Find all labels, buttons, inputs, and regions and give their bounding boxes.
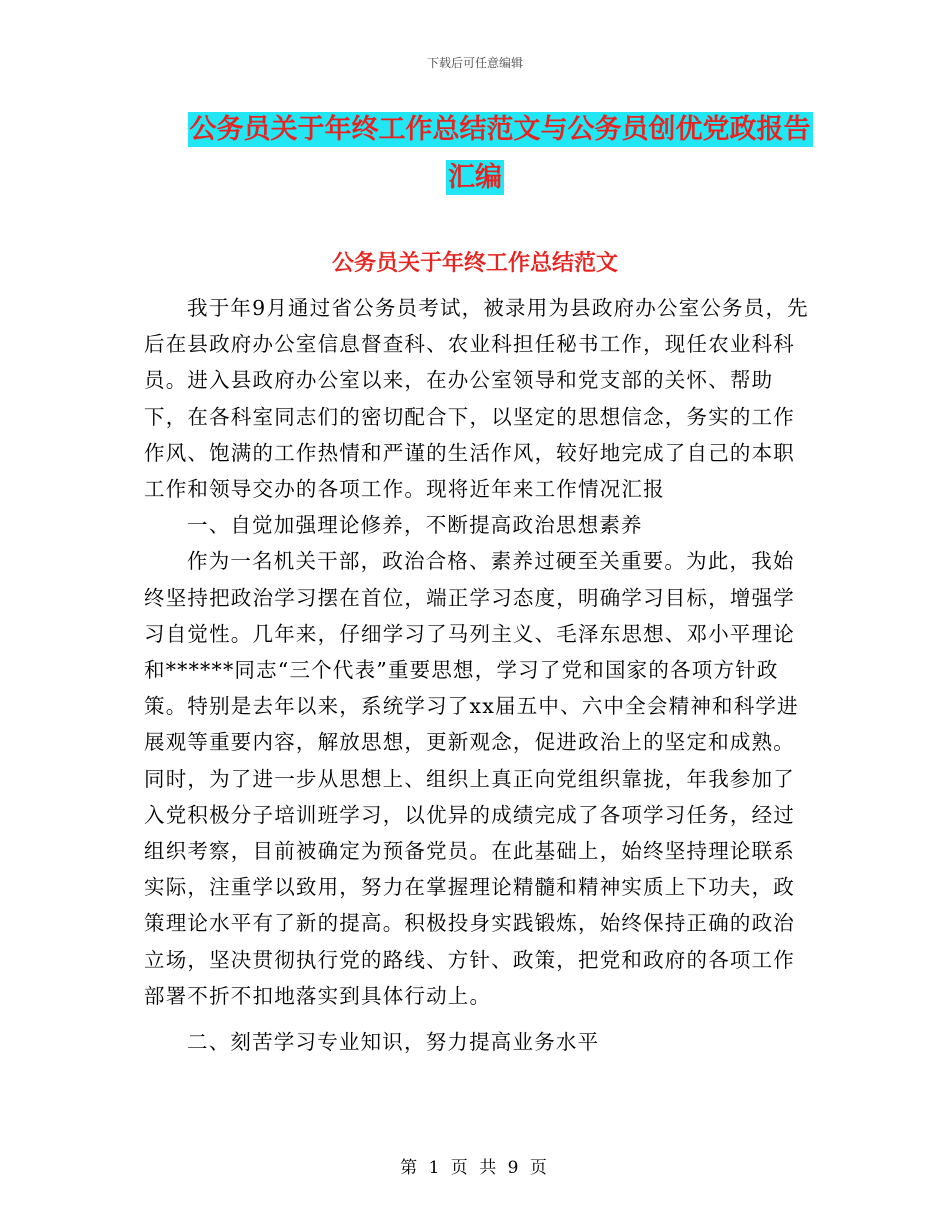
- section-title: 公务员关于年终工作总结范文: [331, 251, 618, 276]
- body-heading-1: 一、自觉加强理论修养，不断提高政治思想素养: [187, 513, 643, 538]
- body-paragraph-1: 作为一名机关干部，政治合格、素养过硬至关重要。为此，我始终坚持把政治学习摆在首位，端正学习态度，明确学习目标，增强学习自觉性。几年来，仔细学习了马列主义、毛泽东思想、邓小平理论和******同志“三个代表”重要思想，学习了党和国家的各项方针政策。特别是去年以来，系统学习了xx届五中、六中全会精神和科学进展观等重要内容，解放思想，更新观念，促进政治上的坚定和成熟。同时，为了进一步从思想上、组织上真正向党组织靠拢，年我参加了入党积极分子培训班学习，以优异的成绩完成了各项学习任务，经过组织考察，目前被确定为预备党员。在此基础上，始终坚持理论联系实际，注重学以致用，努力在掌握理论精髓和精神实质上下功夫，政策理论水平有了新的提高。积极投身实践锻炼，始终保持正确的政治立场，坚决贯彻执行党的路线、方针、政策，把党和政府的各项工作部署不折不扣地落实到具体行动上。: [144, 549, 799, 1008]
- document-body: [144, 290, 809, 1060]
- body-paragraph-intro: 我于年9月通过省公务员考试，被录用为县政府办公室公务员，先后在县政府办公室信息督查科、农业科担任秘书工作，现任农业科科员。进入县政府办公室以来，在办公室领导和党支部的关怀、帮助下，在各科室同志们的密切配合下，以坚定的思想信念，务实的工作作风、饱满的工作热情和严谨的生活作风，较好地完成了自己的本职工作和领导交办的各项工作。现将近年来工作情况汇报: [144, 296, 809, 502]
- body-heading-2: 二、刻苦学习专业知识，努力提高业务水平: [187, 1030, 600, 1055]
- title-line-2: 汇编: [448, 162, 502, 193]
- page-header-note: 下载后可任意编辑: [426, 56, 523, 70]
- document-title: [0, 106, 950, 202]
- page-number: 第 1 页 共 9 页: [400, 1158, 550, 1178]
- title-line-1: 公务员关于年终工作总结范文与公务员创优党政报告: [189, 114, 811, 145]
